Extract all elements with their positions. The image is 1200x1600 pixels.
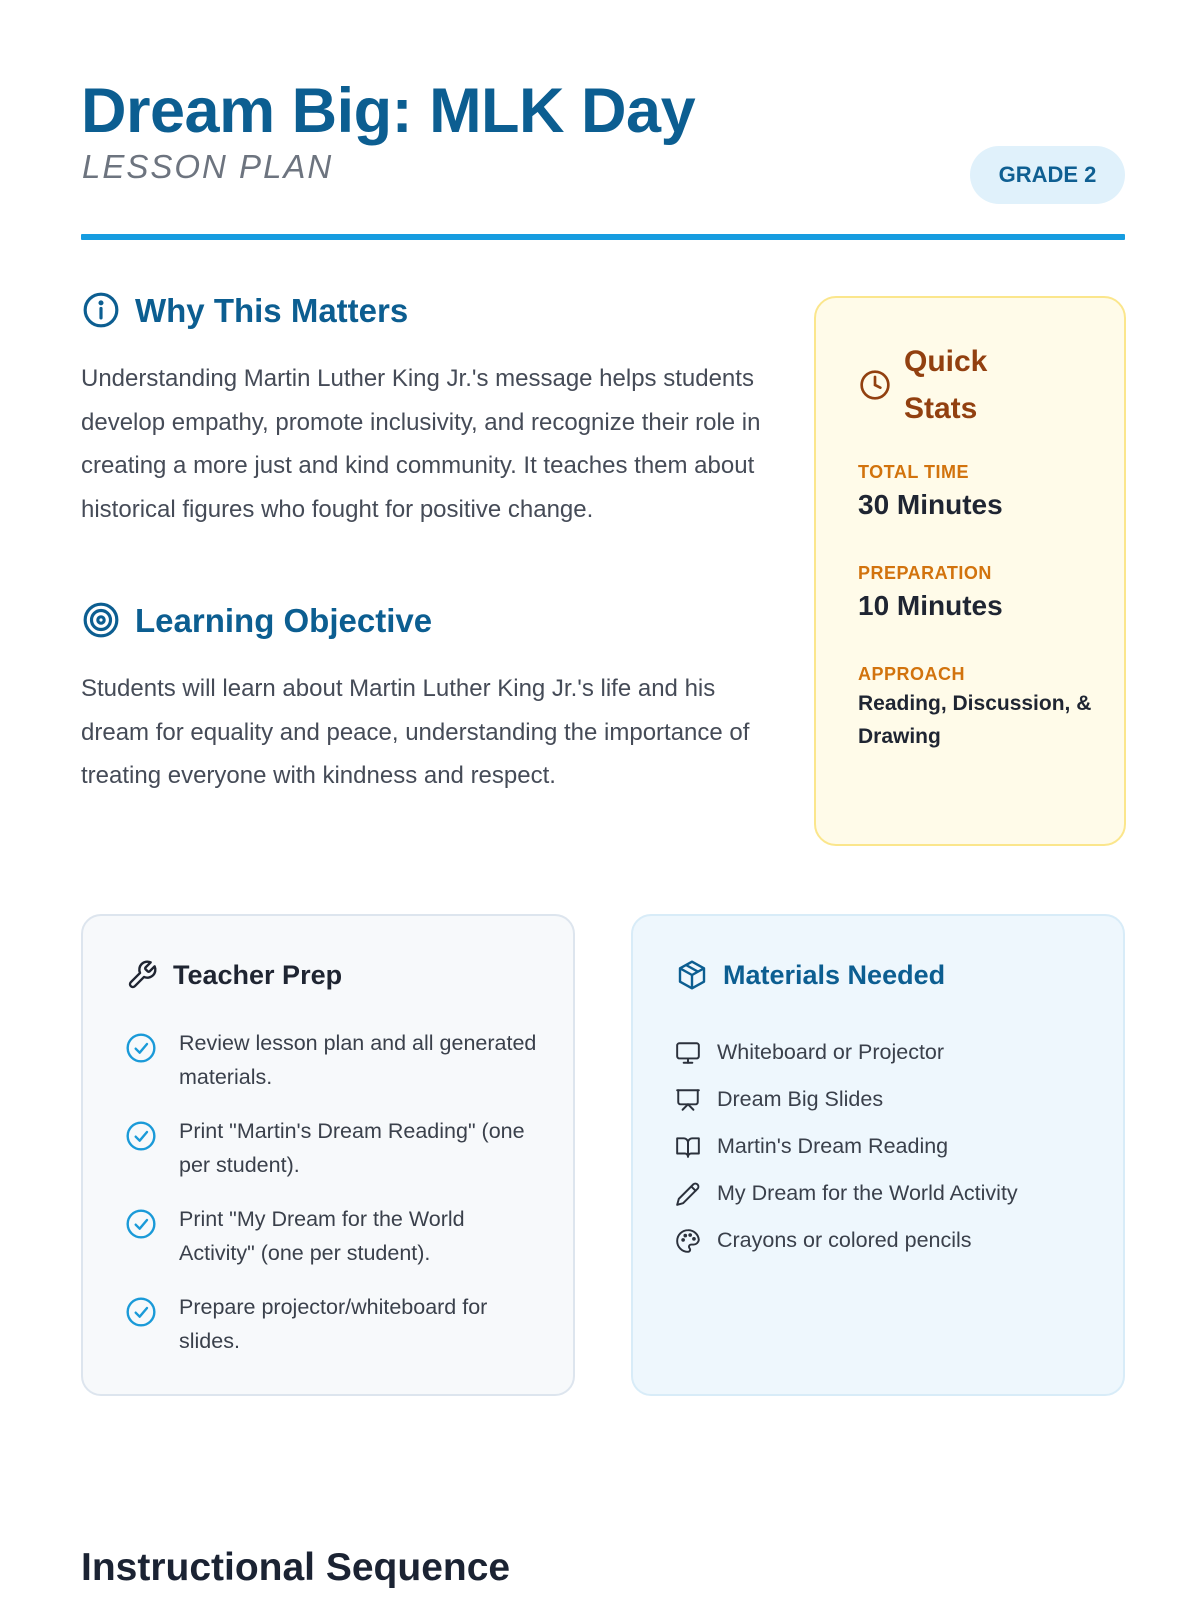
target-icon	[81, 600, 121, 640]
stat-label: TOTAL TIME	[858, 462, 969, 482]
list-item-text: Print "Martin's Dream Reading" (one per student).	[179, 1119, 525, 1177]
quick-stats-panel	[814, 296, 1126, 846]
list-item-text: Martin's Dream Reading	[717, 1134, 949, 1158]
list-item-text: Print "My Dream for the World Activity" (one per student).	[179, 1207, 465, 1265]
check-circle-icon	[125, 1208, 157, 1240]
stat-preparation	[858, 563, 1003, 622]
stat-label: APPROACH	[858, 664, 966, 684]
box-icon	[675, 958, 709, 992]
teacher-prep-card	[81, 914, 575, 1396]
list-item	[675, 1123, 1105, 1170]
stat-value: 30 Minutes	[858, 489, 1003, 520]
list-item	[675, 1217, 1105, 1264]
list-item	[675, 1029, 1105, 1076]
list-item	[675, 1170, 1105, 1217]
clock-icon	[858, 368, 892, 402]
why-matters-heading-row	[81, 290, 408, 330]
stat-total-time	[858, 462, 1003, 521]
page-title: Dream Big: MLK Day	[81, 76, 696, 146]
monitor-icon	[675, 1040, 701, 1066]
why-matters-heading: Why This Matters	[135, 291, 409, 329]
stat-approach	[858, 664, 1098, 753]
objective-body: Students will learn about Martin Luther King Jr.'s life and his dream for equality and peace, understanding the importance of treating everyone with kindness and respect.	[81, 675, 750, 789]
list-item	[125, 1026, 545, 1094]
grade-badge: GRADE 2	[970, 146, 1125, 204]
header-divider	[81, 234, 1125, 240]
list-item-text: My Dream for the World Activity	[717, 1181, 1018, 1205]
page-subtitle: LESSON PLAN	[82, 148, 334, 185]
list-item	[125, 1202, 545, 1270]
list-item	[675, 1076, 1105, 1123]
teacher-prep-heading-row	[125, 958, 342, 992]
teacher-prep-list	[125, 1026, 545, 1378]
wrench-icon	[125, 958, 159, 992]
palette-icon	[675, 1228, 701, 1254]
check-circle-icon	[125, 1296, 157, 1328]
quick-stats-heading: Quick Stats	[904, 345, 988, 425]
list-item-text: Prepare projector/whiteboard for slides.	[179, 1295, 488, 1353]
materials-card	[631, 914, 1125, 1396]
sequence-heading: Instructional Sequence	[81, 1546, 511, 1589]
teacher-prep-heading: Teacher Prep	[173, 959, 343, 990]
check-circle-icon	[125, 1120, 157, 1152]
list-item-text: Dream Big Slides	[717, 1087, 884, 1111]
list-item-text: Crayons or colored pencils	[717, 1228, 972, 1252]
materials-heading: Materials Needed	[723, 959, 946, 990]
stat-value: Reading, Discussion, & Drawing	[858, 692, 1092, 748]
objective-heading-row	[81, 600, 432, 640]
why-matters-body: Understanding Martin Luther King Jr.'s message helps students develop empathy, promote inclusivity, and recognize their role in creating a more just and kind community. It teaches them about historical figures who fought for positive change.	[81, 365, 761, 523]
info-circle-icon	[81, 290, 121, 330]
list-item	[125, 1290, 545, 1358]
materials-heading-row	[675, 958, 945, 992]
pencil-icon	[675, 1181, 701, 1207]
list-item-text: Whiteboard or Projector	[717, 1040, 945, 1064]
materials-list	[675, 1029, 1105, 1264]
stat-value: 10 Minutes	[858, 590, 1003, 621]
list-item	[125, 1114, 545, 1182]
quick-stats-heading-row	[858, 338, 1024, 432]
check-circle-icon	[125, 1032, 157, 1064]
stat-label: PREPARATION	[858, 563, 992, 583]
list-item-text: Review lesson plan and all generated materials.	[179, 1031, 537, 1089]
book-icon	[675, 1134, 701, 1160]
presentation-icon	[675, 1087, 701, 1113]
objective-heading: Learning Objective	[135, 601, 433, 639]
